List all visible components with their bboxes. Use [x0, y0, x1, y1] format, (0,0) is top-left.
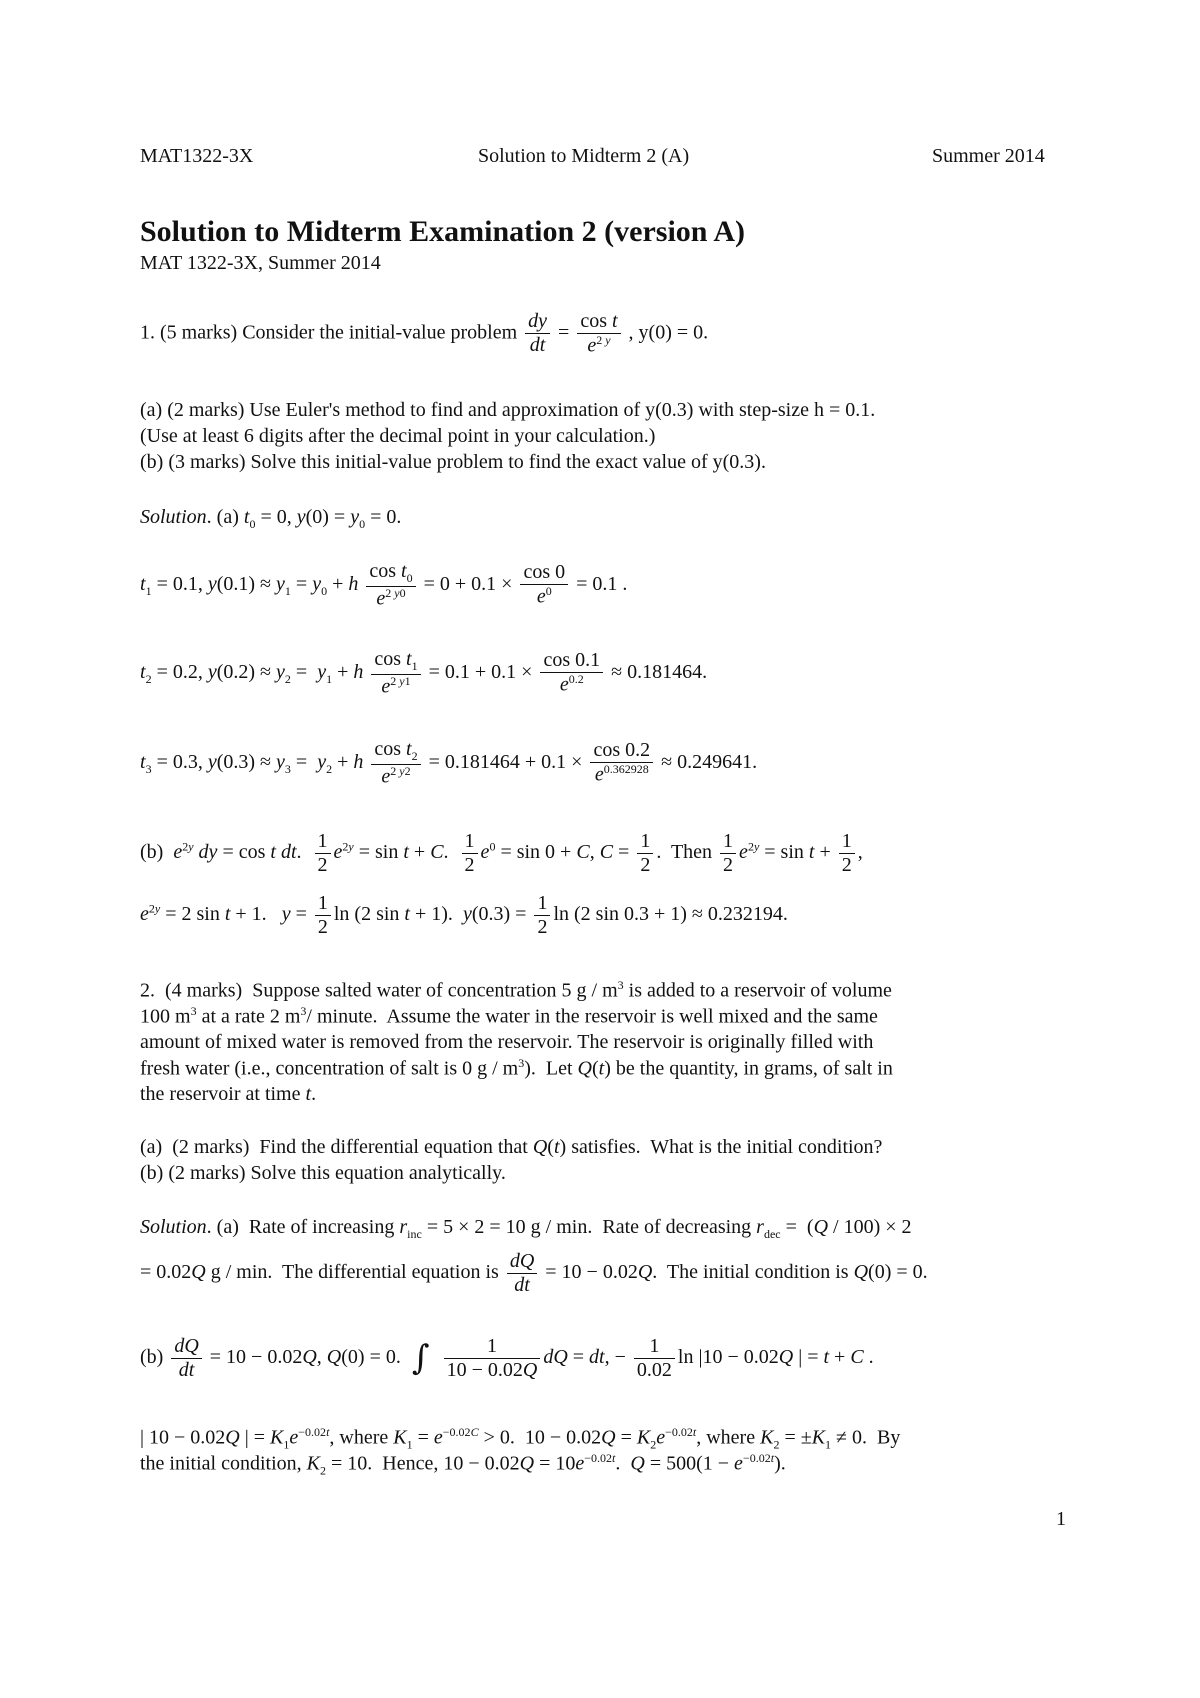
q2-para-5: the reservoir at time t. [140, 1083, 317, 1105]
q1-part-b-line-2: $e^{2y} = 2$ sin t + 1. y = $\frac{1}{2}$ ln (2 sin t + 1). y(0.3) = $\frac{1}{2}$ ln (2 sin 0.3 + 1) ≈ 0.232194. [140, 892, 788, 938]
euler-step-2: $t_2 = 0.2$, $y(0.2) \approx y_2 = y_1 + h$ $\frac{\cos t_1}{e^{2 y1}}$ = 0.1 + 0.1 × $\frac{\cos 0.1}{e^{0.2}}$ ≈ 0.181464. [140, 648, 708, 698]
q1-statement: 1. (5 marks) Consider the initial-value problem $\frac{dy}{dt}$ = $\frac{\text{cos t}}{e^{2 y}}$ , y(0) = 0. [140, 310, 709, 357]
page-number: 1 [1056, 1508, 1066, 1530]
euler-step-1: $t_1 = 0.1$, $y(0.1) \approx y_1 = y_0 + h$ $\frac{\cos t_0}{e^{2 y0}}$ = 0 + 0.1 × $\frac{\cos 0}{e^0}$ = 0.1 . [140, 560, 628, 610]
q1-solution-label: Solution [140, 506, 207, 528]
q2-solution-line-2: = 0.02Q g / min. The differential equation is $\frac{dQ}{dt}$ = 10 − 0.02Q. The initial condition is Q(0) = 0. [140, 1250, 928, 1296]
q2-part-b-solution: (b) $\frac{dQ}{dt}$ = 10 − 0.02Q, Q(0) = 0. ∫ $\frac{1}{10 - 0.02Q}$ dQ = dt, − $\frac{1}{0.02}$ ln |10 − 0.02Q | = t + C . [140, 1335, 874, 1381]
q2-final-line-2: the initial condition, $K_2 = 10$. Hence, $10 - 0.02Q = 10e^{-0.02t}$. $Q = 500(1 - e^{-0.02t})$. [140, 1451, 786, 1478]
q2-final-line-1: | 10 − 0.02Q | = $K_1e^{-0.02t}$, where $K_1 = e^{-0.02C} > 0$. $10 - 0.02Q = K_2e^{-0.02t}$, where $K_2 = \pm K_1 \ne 0$. By [140, 1425, 901, 1452]
q1-solution-a-text: . (a) $t_0 = 0$, $y(0) = y_0 = 0$. [206, 506, 402, 531]
header-doc-title: Solution to Midterm 2 (A) [478, 145, 690, 167]
header-term: Summer 2014 [932, 145, 1045, 167]
q1-part-b: (b) (3 marks) Solve this initial-value problem to find the exact value of y(0.3). [140, 451, 766, 473]
page-title: Solution to Midterm Examination 2 (version A) [140, 215, 745, 248]
header-course: MAT1322-3X [140, 145, 254, 167]
q1-intro: 1. (5 marks) Consider the initial-value problem [140, 321, 518, 344]
q1-cos-over-e: $\frac{\text{cos t}}{e^{2 y}}$ [577, 310, 620, 358]
q2-solution-label: Solution [140, 1216, 207, 1238]
q2-para-1: 2. (4 marks) Suppose salted water of concentration 5 g / $m^3$ is added to a reservoir of volume [140, 978, 892, 1002]
q1-condition: , y(0) = 0. [628, 321, 709, 344]
q1-part-a-note: (Use at least 6 digits after the decimal point in your calculation.) [140, 425, 656, 447]
integral-sign: ∫ [411, 1338, 430, 1379]
q2-para-3: amount of mixed water is removed from the reservoir. The reservoir is originally filled with [140, 1031, 874, 1053]
q2-solution-line-1: Solution. (a) Rate of increasing $r_{inc} = 5 \times 2 = 10$ g / min. Rate of decreasing $r_{dec} = (Q / 100) \times 2$ [140, 1216, 912, 1241]
q2-part-b: (b) (2 marks) Solve this equation analytically. [140, 1162, 506, 1184]
q1-dy-dt: $\frac{dy}{dt}$ [525, 310, 550, 357]
page-subtitle: MAT 1322-3X, Summer 2014 [140, 252, 381, 274]
q2-para-4: fresh water (i.e., concentration of salt is 0 g / $m^3$). Let Q(t) be the quantity, in grams, of salt in [140, 1056, 893, 1080]
q2-part-a: (a) (2 marks) Find the differential equation that Q(t) satisfies. What is the initial condition? [140, 1136, 883, 1158]
q2-para-2: 100 $m^3$ at a rate 2 $m^3/$ minute. Assume the water in the reservoir is well mixed and the same [140, 1004, 878, 1028]
q1-solution-a [140, 505, 401, 531]
q1-part-a: (a) (2 marks) Use Euler's method to find and approximation of y(0.3) with step-size h = 0.1. [140, 399, 876, 421]
euler-step-3: $t_3 = 0.3$, $y(0.3) \approx y_3 = y_2 + h$ $\frac{\cos t_2}{e^{2 y2}}$ = 0.181464 + 0.1 × $\frac{\cos 0.2}{e^{0.362928}}$ ≈ 0.249641. [140, 738, 758, 788]
q1-part-b-line-1: (b) $e^{2y}$ dy = cos t dt. $\frac{1}{2}$ $e^{2y} = \sin t + C$. $\frac{1}{2}$ $e^0 = \sin 0 + C$, C = $\frac{1}{2}$ . Then $\frac{1}{2}$ $e^{2y} = \sin t$ + $\frac{1}{2}$ , [140, 830, 863, 876]
